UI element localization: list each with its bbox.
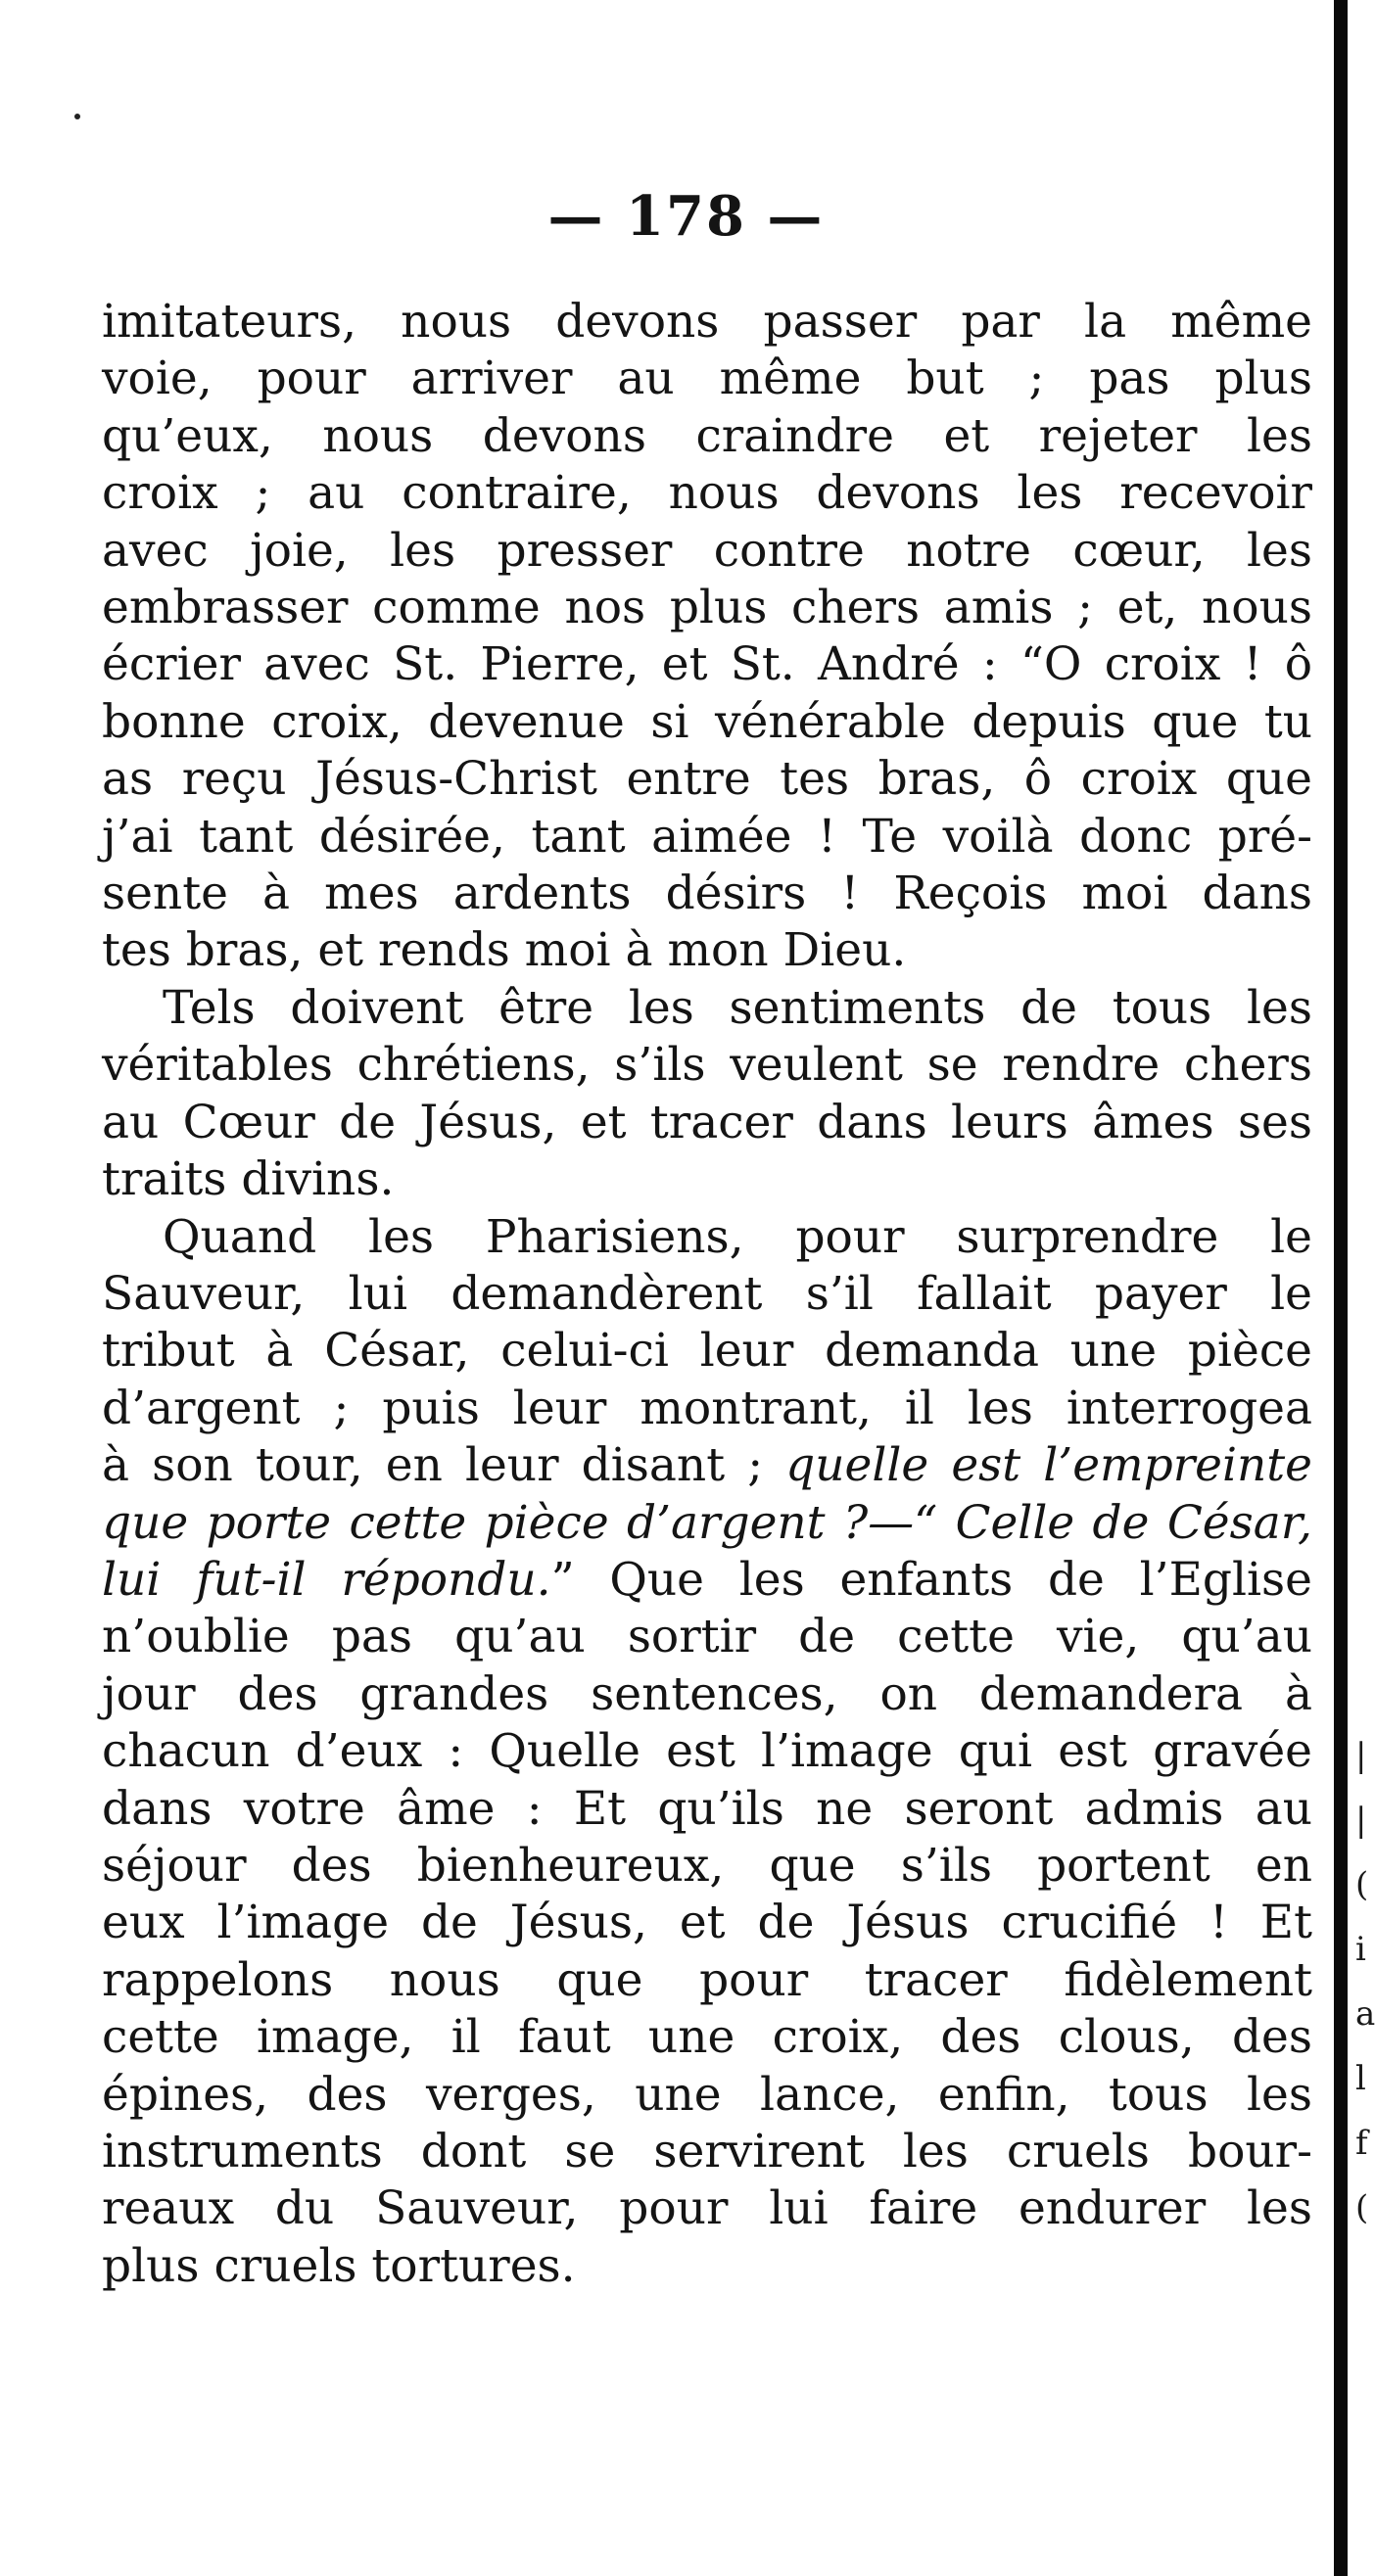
text-line: n’oublie pas qu’au sortir de cette vie, qu’au — [102, 1610, 1312, 1664]
text-line: as reçu Jésus-Christ entre tes bras, ô croix que — [102, 752, 1312, 807]
text-line: j’ai tant désirée, tant aimée ! Te voilà donc pré- — [102, 809, 1312, 864]
text-line: séjour des bienheureux, que s’ils portent en — [102, 1838, 1312, 1893]
paragraph-1 — [102, 294, 1312, 980]
text-line-plain: ” Que les enfants de l’Eglise — [550, 1552, 1312, 1607]
text-line: avec joie, les presser contre notre cœur, les — [102, 523, 1312, 578]
text-line — [102, 1437, 1312, 1494]
adjacent-page-fragments: | | ( i a l f ( — [1355, 1736, 1375, 2227]
text-line: cette image, il faut une croix, des clous, des — [102, 2010, 1312, 2065]
text-line: chacun d’eux : Quelle est l’image qui est gravée — [102, 1724, 1312, 1779]
text-line: imitateurs, nous devons passer par la même — [102, 295, 1312, 349]
text-line-italic: quelle est l’empreinte — [785, 1438, 1312, 1493]
text-line: croix ; au contraire, nous devons les recevoir — [102, 466, 1312, 521]
text-line-italic: lui fut-il répondu. — [102, 1552, 551, 1607]
text-line: d’argent ; puis leur montrant, il les interrogea — [102, 1381, 1312, 1435]
text-line: dans votre âme : Et qu’ils ne seront admis au — [102, 1781, 1312, 1836]
text-line: au Cœur de Jésus, et tracer dans leurs âmes ses — [102, 1095, 1312, 1149]
text-line: rappelons nous que pour tracer fidèlement — [102, 1952, 1312, 2007]
body-text — [102, 294, 1312, 2295]
text-line: Quand les Pharisiens, pour surprendre le — [163, 1209, 1312, 1264]
text-line: tribut à César, celui-ci leur demanda une pièce — [102, 1324, 1312, 1379]
text-line: reaux du Sauveur, pour lui faire endurer les — [102, 2181, 1312, 2236]
text-line: bonne croix, devenue si vénérable depuis que tu — [102, 694, 1312, 749]
text-line: Sauveur, lui demandèrent s’il fallait payer le — [102, 1266, 1312, 1321]
text-line: écrier avec St. Pierre, et St. André : “O croix ! ô — [102, 637, 1312, 692]
text-line: sente à mes ardents désirs ! Reçois moi dans — [102, 866, 1312, 921]
text-line: instruments dont se servirent les cruels bour- — [102, 2125, 1312, 2178]
text-line: voie, pour arriver au même but ; pas plus — [102, 351, 1312, 406]
ink-speck — [74, 114, 80, 119]
text-line: eux l’image de Jésus, et de Jésus crucifié ! Et — [102, 1896, 1312, 1950]
text-line: épines, des verges, une lance, enfin, tous les — [102, 2067, 1312, 2122]
page-edge-bar — [1334, 0, 1348, 2576]
text-line: traits divins. — [102, 1152, 395, 1207]
text-line: Tels doivent être les sentiments de tous les — [163, 980, 1312, 1035]
text-line: véritables chrétiens, s’ils veulent se rendre chers — [102, 1038, 1312, 1093]
text-line: plus cruels tortures. — [102, 2238, 576, 2293]
text-line: jour des grandes sentences, on demandera à — [102, 1666, 1312, 1721]
page-number: — 178 — — [547, 184, 825, 249]
text-line — [102, 1552, 1312, 1609]
text-line-plain: à son tour, en leur disant ; — [102, 1438, 786, 1493]
text-line: tes bras, et rends moi à mon Dieu. — [102, 923, 907, 978]
text-line: embrasser comme nos plus chers amis ; et, nous — [102, 581, 1312, 635]
paragraph-2 — [102, 980, 1312, 1209]
text-line: qu’eux, nous devons craindre et rejeter les — [102, 408, 1312, 463]
paragraph-3 — [102, 1209, 1312, 2296]
text-line-italic: que porte cette pièce d’argent ?—“ Celle de César, — [102, 1495, 1312, 1550]
